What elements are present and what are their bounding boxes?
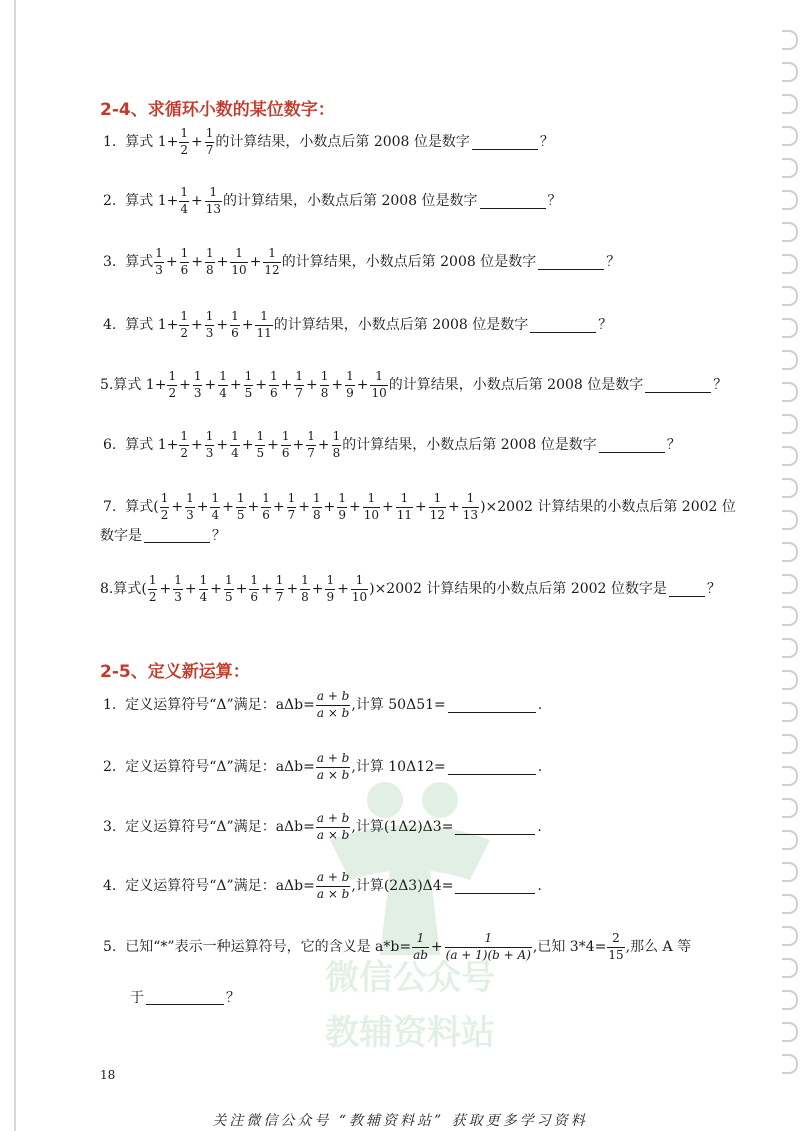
question-2-4-4: 4. 算式 1+ $\frac{1}{2}$ + $\frac{1}{3}$ + $\frac{1}{6}$ + $\frac{1}{11}$ 的计算结果，小数点后第 2008 位是数字 ？: [103, 309, 613, 340]
fraction: $\frac{1}{3}$: [205, 309, 214, 340]
fraction: $\frac{1}{12}$: [264, 246, 280, 277]
fraction: $\frac{1}{5}$: [224, 573, 233, 604]
fraction: $\frac{1}{3}$: [205, 429, 214, 460]
question-2-4-3: 3. 算式 $\frac{1}{3}$ + $\frac{1}{6}$ + $\frac{1}{8}$ + $\frac{1}{10}$ + $\frac{1}{12}$ 的计算结果，小数点后第 2008 位是数字 ？: [103, 246, 621, 277]
fraction: $\frac{1}{3}$: [174, 573, 182, 604]
fraction: $\frac{1}{4}$: [219, 369, 227, 400]
question-2-5-5-line2: 于 ？: [130, 989, 240, 1006]
fraction: $\frac{1}{7}$: [287, 491, 296, 522]
question-2-4-7-line2: 数字是 ？: [100, 527, 226, 544]
fraction: $\frac{1}{8}$: [301, 573, 309, 604]
fraction: $\frac{1}{3}$: [186, 491, 194, 522]
spiral-binding: [774, 20, 800, 1100]
fraction: $\frac{1}{13}$: [205, 185, 222, 216]
fraction: $\frac{1}{2}$: [180, 126, 188, 157]
fraction: $\frac{1}{4}$: [180, 185, 188, 216]
fraction: $\frac{1}{7}$: [295, 369, 303, 400]
question-2-5-5: 5. 已知“*”表示一种运算符号，它的含义是 a*b= $\frac{1}{ab}$ + $\frac{1}{(a + 1)(b + A)}$ ,已知 3*4= $\frac{2}{15}$ ,那么 A 等: [103, 931, 692, 962]
fraction: $\frac{1}{2}$: [168, 369, 177, 400]
fraction: $\frac{1}{4}$: [199, 573, 208, 604]
fraction: $\frac{1}{2}$: [180, 429, 188, 460]
fraction: $\frac{1}{10}$: [231, 246, 247, 277]
answer-blank[interactable]: [480, 194, 546, 209]
fraction: $\frac{1}{13}$: [462, 491, 479, 522]
fraction: $\frac{1}{8}$: [312, 491, 321, 522]
fraction: $\frac{1}{11}$: [396, 491, 413, 522]
fraction: $\frac{1}{8}$: [320, 369, 329, 400]
watermark-text-1: 微信公众号: [325, 958, 495, 998]
fraction: $\frac{1}{4}$: [231, 429, 239, 460]
fraction: $\frac{1}{11}$: [256, 309, 272, 340]
answer-blank[interactable]: [455, 879, 535, 894]
fraction: $\frac{1}{6}$: [250, 573, 258, 604]
fraction: $\frac{1}{7}$: [205, 126, 214, 157]
fraction: $\frac{1}{12}$: [429, 491, 446, 522]
answer-blank[interactable]: [538, 255, 604, 270]
question-2-5-2: 2. 定义运算符号“Δ”满足：aΔb= $\frac{a + b}{a \times b}$ ,计算 10Δ12= .: [103, 751, 543, 782]
watermark-text-2: 教辅资料站: [325, 1013, 495, 1053]
answer-blank[interactable]: [599, 438, 665, 453]
answer-blank[interactable]: [455, 820, 535, 835]
page-edge: [14, 0, 16, 1131]
question-2-4-2: 2. 算式 1+ $\frac{1}{4}$ + $\frac{1}{13}$ 的计算结果，小数点后第 2008 位是数字 ？: [103, 185, 562, 216]
answer-blank[interactable]: [530, 318, 596, 333]
fraction: $\frac{1}{5}$: [244, 369, 253, 400]
fraction: $\frac{1}{3}$: [193, 369, 202, 400]
answer-blank[interactable]: [448, 760, 536, 775]
section-heading-2-5: 2-5、定义新运算：: [100, 662, 250, 682]
fraction: $\frac{1}{2}$: [180, 309, 188, 340]
question-2-4-7: 7. 算式( $\frac{1}{2}$ + $\frac{1}{3}$ + $\frac{1}{4}$ + $\frac{1}{5}$ + $\frac{1}{6}$ + $\frac{1}{7}$ + $\frac{1}{8}$ + $\frac{1}{9}$ + $\frac{1}{10}$ + $\frac{1}{11}$ + $\frac{1}{12}$ + $\frac{1}{13}$ )×2002 计算结果的小数点后第 2002 位: [103, 491, 736, 522]
fraction: $\frac{a + b}{a \times b}$: [316, 689, 350, 720]
answer-blank[interactable]: [669, 582, 705, 597]
footer-text: 关注微信公众号 “教辅资料站” 获取更多学习资料: [212, 1113, 588, 1129]
fraction: $\frac{1}{(a + 1)(b + A)}$: [445, 931, 531, 962]
fraction: $\frac{1}{7}$: [275, 573, 284, 604]
answer-blank[interactable]: [448, 698, 536, 713]
fraction: $\frac{1}{6}$: [180, 246, 189, 277]
section-heading-2-4: 2-4、求循环小数的某位数字：: [100, 100, 335, 120]
question-2-5-4: 4. 定义运算符号“Δ”满足：aΔb= $\frac{a + b}{a \times b}$ ,计算(2Δ3)Δ4= .: [103, 870, 542, 901]
fraction: $\frac{1}{6}$: [262, 491, 270, 522]
question-2-5-1: 1. 定义运算符号“Δ”满足：aΔb= $\frac{a + b}{a \times b}$ ,计算 50Δ51= .: [103, 689, 543, 720]
fraction: $\frac{a + b}{a \times b}$: [316, 870, 350, 901]
fraction: $\frac{1}{5}$: [236, 491, 245, 522]
fraction: $\frac{a + b}{a \times b}$: [316, 751, 350, 782]
question-2-4-8: 8. 算式( $\frac{1}{2}$ + $\frac{1}{3}$ + $\frac{1}{4}$ + $\frac{1}{5}$ + $\frac{1}{6}$ + $\frac{1}{7}$ + $\frac{1}{8}$ + $\frac{1}{9}$ + $\frac{1}{10}$ )×2002 计算结果的小数点后第 2002 位数字是 ？: [100, 573, 721, 604]
fraction: $\frac{1}{6}$: [231, 309, 239, 340]
fraction: $\frac{1}{ab}$: [413, 931, 428, 962]
fraction: $\frac{1}{5}$: [256, 429, 265, 460]
fraction: $\frac{1}{6}$: [281, 429, 290, 460]
fraction: $\frac{2}{15}$: [608, 931, 624, 962]
question-2-4-1: 1. 算式 1+ $\frac{1}{2}$ + $\frac{1}{7}$ 的计算结果，小数点后第 2008 位是数字 ？: [103, 126, 554, 157]
fraction: $\frac{1}{9}$: [326, 573, 335, 604]
fraction: $\frac{a + b}{a \times b}$: [316, 811, 350, 842]
fraction: $\frac{1}{3}$: [155, 246, 163, 277]
answer-blank[interactable]: [472, 135, 538, 150]
fraction: $\frac{1}{8}$: [332, 429, 341, 460]
fraction: $\frac{1}{6}$: [269, 369, 278, 400]
fraction: $\frac{1}{10}$: [371, 369, 387, 400]
fraction: $\frac{1}{9}$: [338, 491, 346, 522]
fraction: $\frac{1}{4}$: [211, 491, 220, 522]
answer-blank[interactable]: [144, 528, 210, 543]
question-2-5-3: 3. 定义运算符号“Δ”满足：aΔb= $\frac{a + b}{a \times b}$ ,计算(1Δ2)Δ3= .: [103, 811, 542, 842]
fraction: $\frac{1}{7}$: [307, 429, 315, 460]
answer-blank[interactable]: [146, 990, 224, 1005]
question-2-4-5: 5. 算式 1+ $\frac{1}{2}$ + $\frac{1}{3}$ + $\frac{1}{4}$ + $\frac{1}{5}$ + $\frac{1}{6}$ + $\frac{1}{7}$ + $\frac{1}{8}$ + $\frac{1}{9}$ + $\frac{1}{10}$ 的计算结果，小数点后第 2008 位是数字 ？: [100, 369, 728, 400]
fraction: $\frac{1}{2}$: [160, 491, 169, 522]
fraction: $\frac{1}{2}$: [148, 573, 157, 604]
fraction: $\frac{1}{10}$: [351, 573, 368, 604]
fraction: $\frac{1}{9}$: [346, 369, 354, 400]
question-2-4-6: 6. 算式 1+ $\frac{1}{2}$ + $\frac{1}{3}$ + $\frac{1}{4}$ + $\frac{1}{5}$ + $\frac{1}{6}$ + $\frac{1}{7}$ + $\frac{1}{8}$ 的计算结果，小数点后第 2008 位是数字 ？: [103, 429, 681, 460]
fraction: $\frac{1}{8}$: [206, 246, 214, 277]
answer-blank[interactable]: [645, 378, 711, 393]
page-number: 18: [100, 1068, 116, 1082]
fraction: $\frac{1}{10}$: [363, 491, 380, 522]
